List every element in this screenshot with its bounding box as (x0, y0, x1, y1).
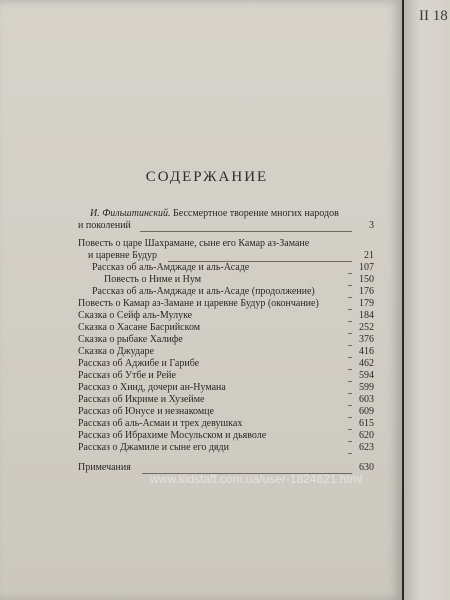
toc-page-number: 3 (369, 220, 374, 231)
toc-page-number: 176 (359, 286, 374, 297)
toc-entry-title: Рассказ об аль-Амджаде и аль-Асаде (92, 262, 250, 273)
table-of-contents (78, 208, 374, 474)
page-title: СОДЕРЖАНИЕ (145, 169, 269, 185)
toc-entry-intro-line1 (78, 208, 374, 220)
toc-entry-title: Сказка о Сейф аль-Мулуке (78, 310, 193, 321)
toc-page-number: 615 (359, 418, 374, 429)
toc-entry-title: Рассказ об аль-Амджаде и аль-Асаде (продолжение) (92, 286, 315, 297)
toc-entry (78, 322, 374, 334)
toc-page-number: 150 (359, 274, 374, 285)
toc-entry-title: Сказка о Джударе (78, 346, 154, 357)
toc-entry-intro (78, 208, 374, 220)
toc-entry-author: И. Фильштинский. (90, 208, 171, 219)
leader-line (348, 453, 352, 454)
watermark: www.kidstaff.com.ua/user-1824621.html (150, 472, 363, 486)
toc-entry-title: Рассказ об Икриме и Хузейме (78, 394, 205, 405)
toc-entry-title: Рассказ об аль-Асмаи и трех девушках (78, 418, 243, 429)
toc-page-number: 623 (359, 442, 374, 453)
toc-entry-title: Рассказ об Ибрахиме Мосульском и дьяволе (78, 430, 267, 441)
toc-page-number: 179 (359, 298, 374, 309)
toc-entry (78, 310, 374, 322)
toc-entry-title: Примечания (78, 462, 131, 473)
toc-page-number: 609 (359, 406, 374, 417)
toc-entry (78, 442, 374, 454)
toc-page-number: 21 (364, 250, 374, 261)
toc-entry-title: Повесть о Камар аз-Замане и царевне Будур (окончание) (78, 298, 319, 309)
toc-page-number: 462 (359, 358, 374, 369)
toc-page-number: 416 (359, 346, 374, 357)
toc-entry-title: и царевне Будур (88, 250, 158, 261)
toc-page-number: 252 (359, 322, 374, 333)
toc-entry (78, 274, 374, 286)
toc-page-number: 376 (359, 334, 374, 345)
toc-page-number: 630 (359, 462, 374, 473)
toc-entry-intro-title: Бессмертное творение многих народов (173, 208, 339, 219)
toc-entry (78, 286, 374, 298)
toc-entry-intro-cont (78, 220, 374, 232)
toc-entry-title: Рассказ об Утбе и Рейе (78, 370, 176, 381)
toc-entry (78, 430, 374, 442)
toc-page-number: 599 (359, 382, 374, 393)
toc-entry (78, 382, 374, 394)
toc-page-number: 620 (359, 430, 374, 441)
running-header: II 18 (419, 8, 448, 24)
toc-entry (78, 370, 374, 382)
toc-entry-story (78, 238, 374, 250)
toc-entry (78, 394, 374, 406)
toc-entry-story-cont (78, 250, 374, 262)
toc-entry (78, 418, 374, 430)
toc-page-number: 594 (359, 370, 374, 381)
toc-entry-title: Повесть о Ниме и Нум (104, 274, 202, 285)
toc-entry-title: Повесть о царе Шахрамане, сыне его Камар аз-Замане (78, 238, 310, 249)
toc-entry (78, 298, 374, 310)
toc-page-number: 107 (359, 262, 374, 273)
toc-entry-title: Рассказ об Юнусе и незнакомце (78, 406, 214, 417)
toc-entry-title: и поколений (78, 220, 131, 231)
leader-line (140, 231, 352, 232)
toc-entry (78, 406, 374, 418)
toc-entry (78, 346, 374, 358)
toc-entry (78, 262, 374, 274)
toc-entry-title: Сказка о рыбаке Халифе (78, 334, 183, 345)
toc-entry-title: Сказка о Хасане Басрийском (78, 322, 201, 333)
toc-entries-list (78, 262, 374, 454)
toc-entry-title: Рассказ об Аджибе и Гарибе (78, 358, 200, 369)
toc-entry (78, 334, 374, 346)
toc-page-number: 603 (359, 394, 374, 405)
toc-entry-title: Рассказ о Джамиле и сыне его дяди (78, 442, 229, 453)
toc-entry (78, 358, 374, 370)
toc-entry-title: Рассказ о Хинд, дочери ан-Нумана (78, 382, 226, 393)
next-page-edge (404, 0, 450, 600)
toc-page-number: 184 (359, 310, 374, 321)
